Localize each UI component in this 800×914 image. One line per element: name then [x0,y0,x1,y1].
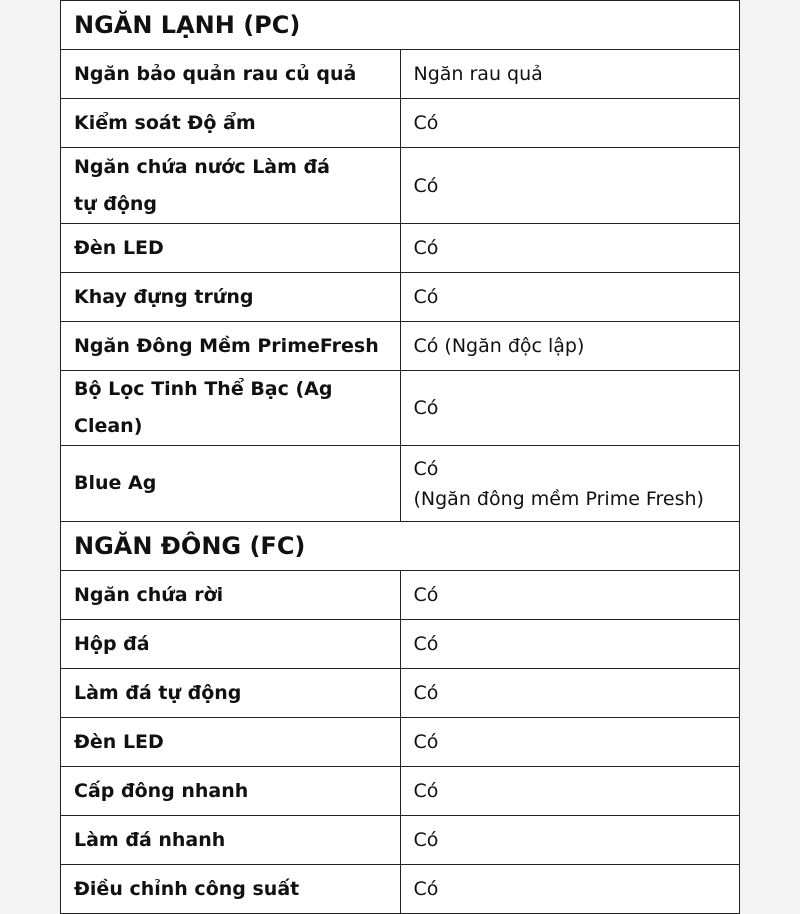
spec-label [61,148,401,224]
spec-label: Đèn LED [61,718,401,767]
table-row [61,273,740,322]
spec-value: Có [400,620,740,669]
spec-value: Có [400,816,740,865]
table-row [61,322,740,371]
spec-label: Ngăn bảo quản rau củ quả [61,50,401,99]
table-row [61,669,740,718]
spec-value-line: (Ngăn đông mềm Prime Fresh) [413,487,704,510]
spec-label: Hộp đá [61,620,401,669]
spec-value: Có [400,273,740,322]
spec-value: Có [400,571,740,620]
spec-value [400,446,740,522]
table-row [61,99,740,148]
spec-label: Làm đá nhanh [61,816,401,865]
table-row [61,50,740,99]
spec-table [60,0,740,914]
spec-value: Có [400,865,740,914]
spec-value: Có [400,371,740,446]
spec-label: Blue Ag [61,446,401,522]
spec-label: Ngăn chứa rời [61,571,401,620]
table-row [61,767,740,816]
section-title-refrigerator: NGĂN LẠNH (PC) [61,1,740,50]
section-header-row [61,1,740,50]
spec-label: Kiểm soát Độ ẩm [61,99,401,148]
section-title-freezer: NGĂN ĐÔNG (FC) [61,522,740,571]
spec-label: Khay đựng trứng [61,273,401,322]
spec-value-line: Có [413,457,439,480]
spec-label: Cấp đông nhanh [61,767,401,816]
spec-label-line: tự động [74,192,158,215]
table-row [61,224,740,273]
spec-value: Có [400,99,740,148]
table-row [61,865,740,914]
table-row [61,446,740,522]
table-row [61,620,740,669]
spec-value: Có [400,224,740,273]
table-row [61,148,740,224]
table-row [61,816,740,865]
spec-label: Điều chỉnh công suất [61,865,401,914]
table-row [61,718,740,767]
table-row [61,571,740,620]
spec-value: Có [400,767,740,816]
section-header-row [61,522,740,571]
spec-label: Bộ Lọc Tinh Thể Bạc (Ag Clean) [61,371,401,446]
spec-value: Ngăn rau quả [400,50,740,99]
spec-label: Đèn LED [61,224,401,273]
table-row [61,371,740,446]
spec-value: Có (Ngăn độc lập) [400,322,740,371]
spec-value: Có [400,148,740,224]
spec-value: Có [400,669,740,718]
spec-value: Có [400,718,740,767]
spec-label-line: Ngăn chứa nước Làm đá [74,155,330,178]
spec-label: Làm đá tự động [61,669,401,718]
spec-label: Ngăn Đông Mềm PrimeFresh [61,322,401,371]
